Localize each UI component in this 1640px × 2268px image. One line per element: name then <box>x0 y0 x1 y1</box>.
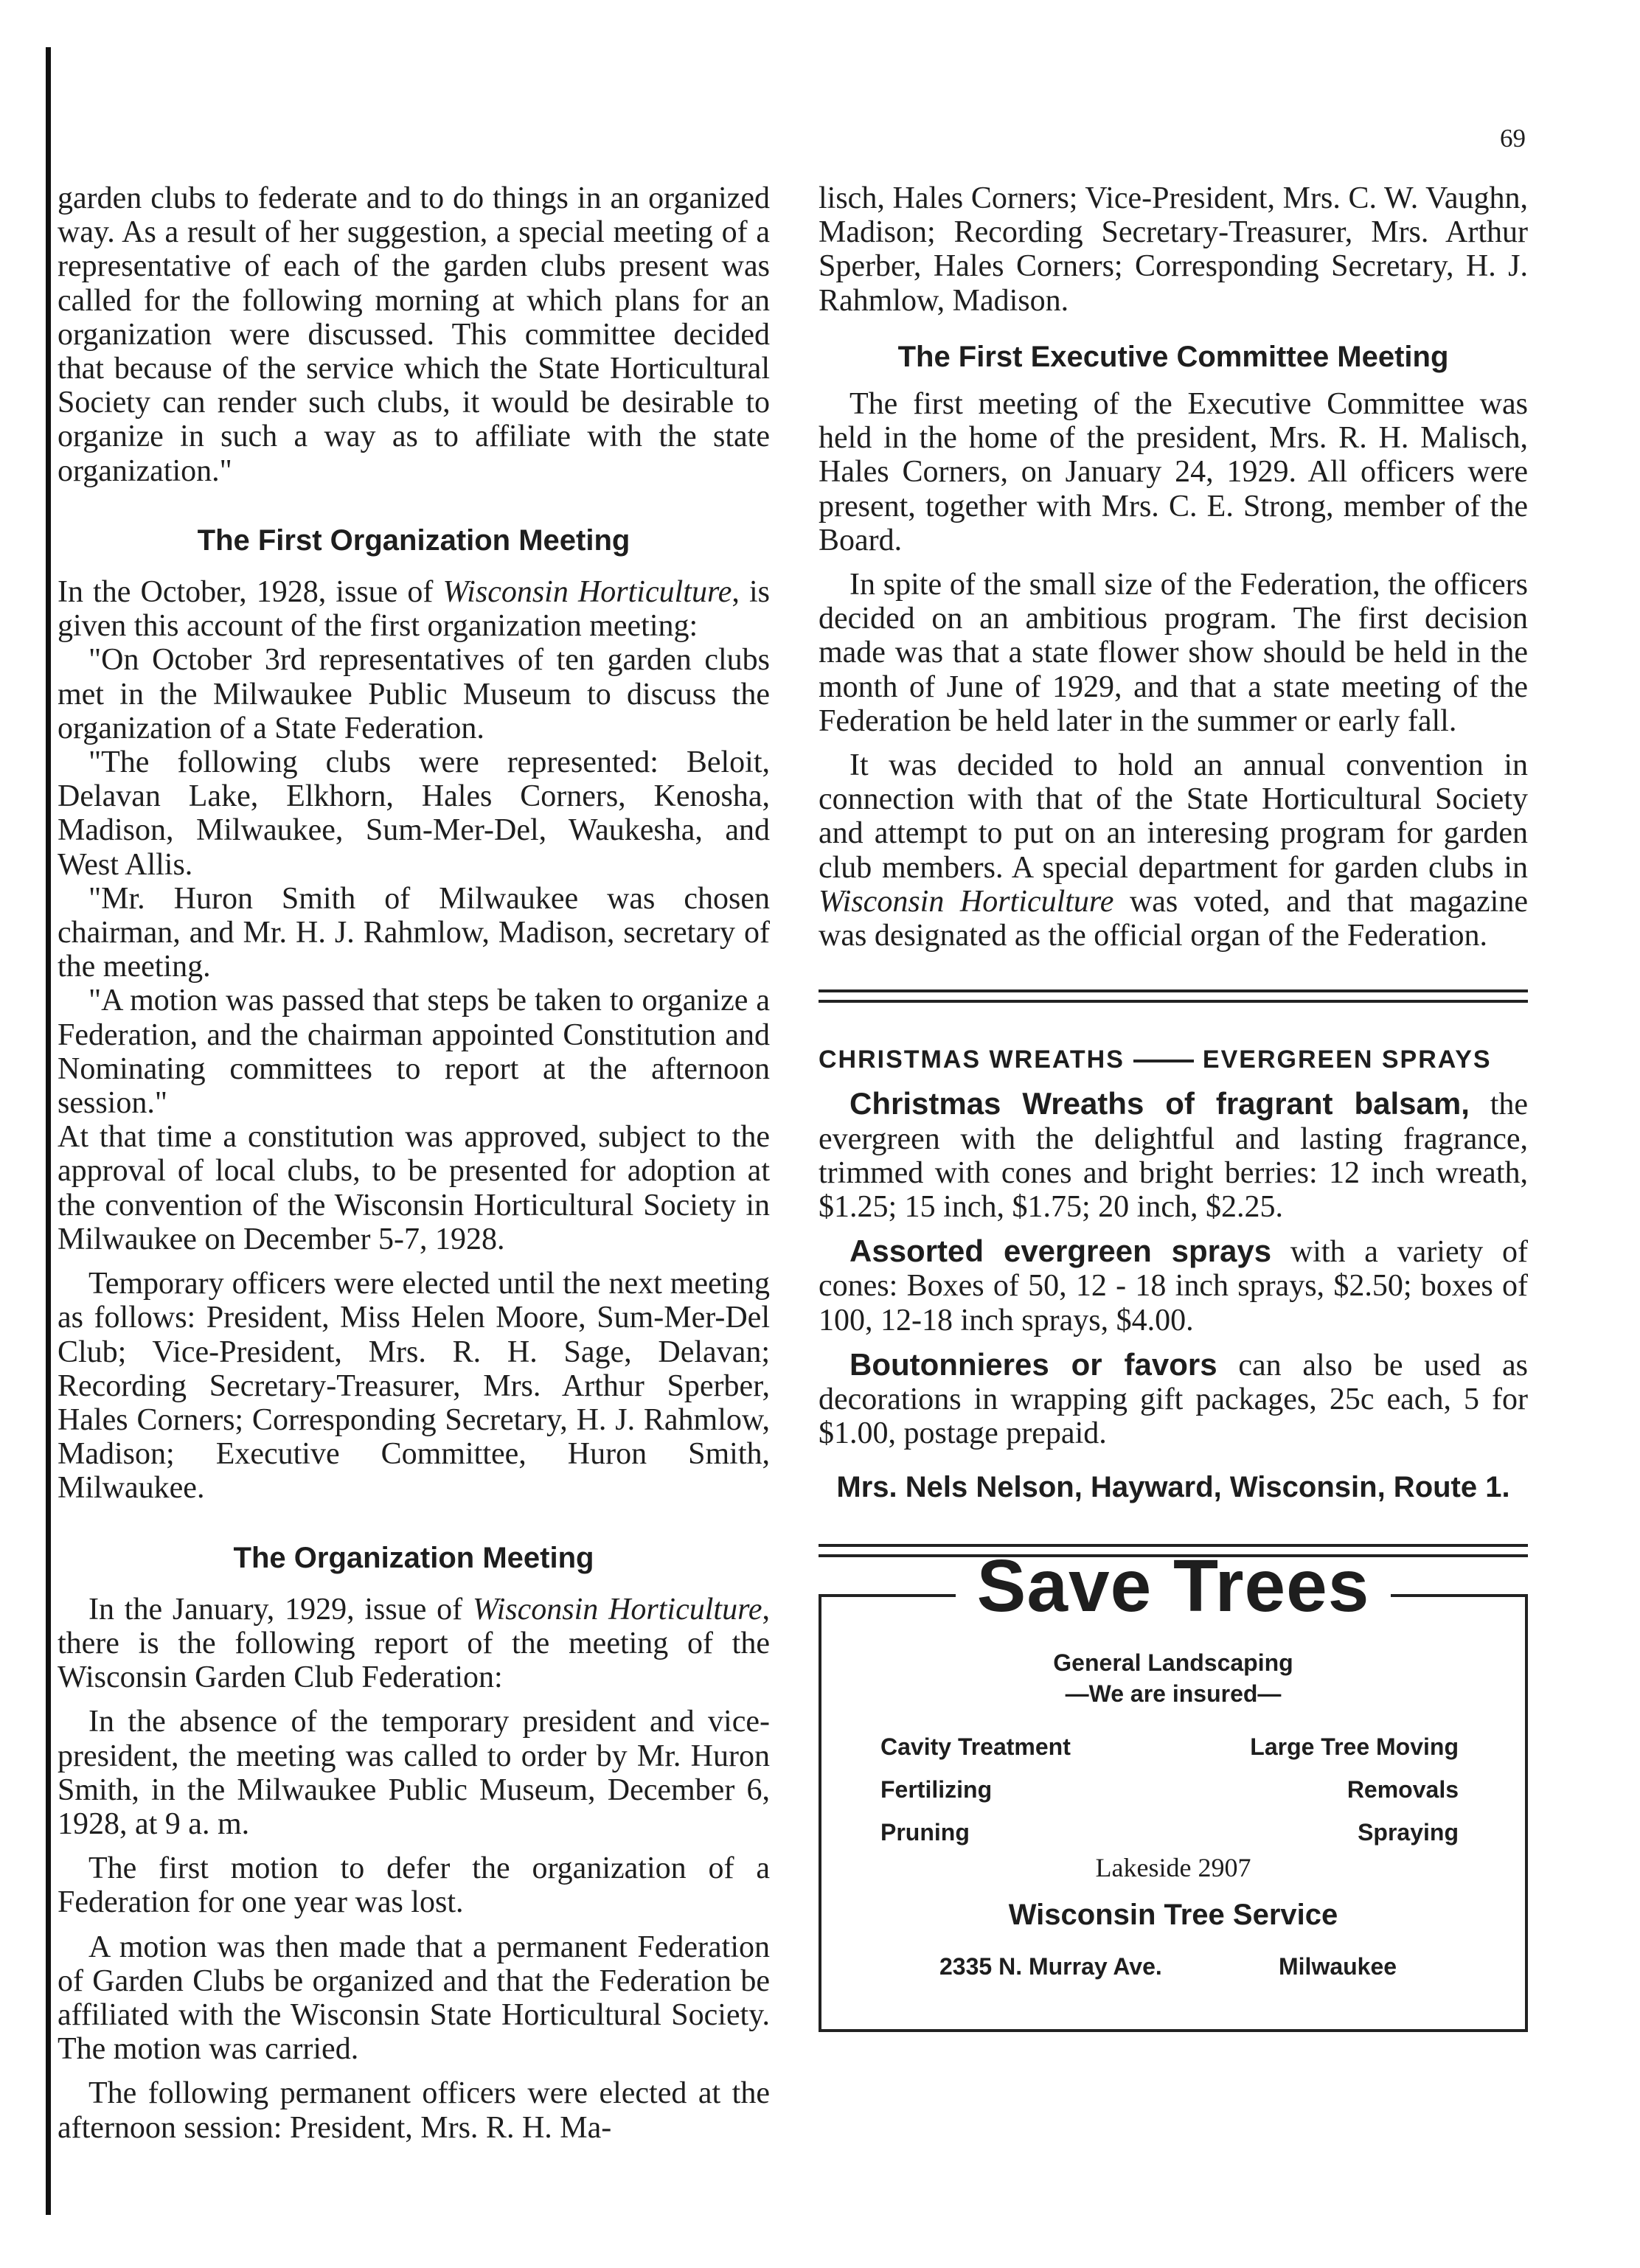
quote-paragraph: "Mr. Huron Smith of Milwaukee was chosen chairman, and Mr. H. J. Rahmlow, Madison, secretary of the meeting. <box>58 881 770 984</box>
ad-headline: Save Trees <box>976 1544 1370 1627</box>
ad-title: CHRISTMAS WREATHS EVERGREEN SPRAYS <box>819 1046 1492 1074</box>
paragraph: At that time a constitution was approved, subject to the approval of local clubs, to be presented for adoption at the convention of the Wisconsin Horticultural Society in Milwaukee on December 5-7, 1928. <box>58 1120 770 1256</box>
paragraph: A motion was then made that a permanent Federation of Garden Clubs be organized and that the Federation be affiliated with the Wisconsin State Horticultural Society. The motion was carried. <box>58 1930 770 2067</box>
quote-paragraph: "The following clubs were represented: Beloit, Delavan Lake, Elkhorn, Hales Corners, Kenosha, Madison, Milwaukee, Sum-Mer-Del, Waukesha, and West Allis. <box>58 745 770 882</box>
wreath-advertisement <box>819 1043 1528 1503</box>
section-heading: The First Organization Meeting <box>197 523 630 557</box>
paragraph: The first motion to defer the organization of a Federation for one year was lost. <box>58 1851 770 1920</box>
paragraph: In the January, 1929, issue of Wisconsin Horticulture, there is the following report of the meeting of the Wisconsin Garden Club Federation: <box>58 1592 771 1695</box>
publication-title: Wisconsin Horticulture <box>819 884 1114 919</box>
ad-phone: Lakeside 2907 <box>1095 1852 1251 1882</box>
service-fertilizing: Fertilizing <box>880 1775 993 1803</box>
service-moving: Large Tree Moving <box>1250 1733 1459 1760</box>
ad-insured: —We are insured— <box>1065 1680 1282 1707</box>
paragraph: Temporary officers were elected until the next meeting as follows: President, Miss Helen Moore, Sum-Mer-Del Club; Vice-President, Mrs. R. H. Sage, Delavan; Recording Secretary-Treasurer, Mrs. Arthur Sperber, Hales Corners; Corresponding Secretary, H. J. Rahmlow, Madison; Executive Committee, Huron Smith, Milwaukee. <box>58 1267 770 1506</box>
service-spraying: Spraying <box>1358 1818 1459 1846</box>
service-pruning: Pruning <box>880 1818 970 1846</box>
paragraph: The following permanent officers were elected at the afternoon session: President, Mrs. R. H. Ma- <box>58 2076 770 2145</box>
paragraph: garden clubs to federate and to do things in an organized way. As a result of her suggestion, a special meeting of a representative of each of the garden clubs present was called for the following morning at which plans for an organization were discussed. This committee decided that because of the service which the State Horticultural Society can render such clubs, it would be desirable to organize in such a way as to affiliate with the state organization." <box>58 181 770 488</box>
ad-address: 2335 N. Murray Ave. <box>939 1952 1162 1980</box>
paragraph: In spite of the small size of the Federation, the officers decided on an ambitious program. The first decision made was that a state flower show should be held in the month of June of 1929, and that a state meeting of the Federation be held later in the summer or early fall. <box>819 568 1528 738</box>
right-column <box>819 181 1528 2032</box>
margin-rule <box>46 47 51 2215</box>
quote-paragraph: "On October 3rd representatives of ten garden clubs met in the Milwaukee Public Museum to discuss the organization of a State Federation. <box>58 643 770 745</box>
quote-paragraph: "A motion was passed that steps be taken to organize a Federation, and the chairman appointed Constitution and Nominating committees to report at the afternoon session." <box>58 984 770 1121</box>
ad-city: Milwaukee <box>1279 1952 1397 1980</box>
ad-signature: Mrs. Nels Nelson, Hayward, Wisconsin, Route 1. <box>836 1470 1510 1503</box>
section-heading: The First Executive Committee Meeting <box>897 340 1449 373</box>
service-removals: Removals <box>1347 1775 1459 1803</box>
paragraph: In the absence of the temporary president and vice-president, the meeting was called to order by Mr. Huron Smith, in the Milwaukee Public Museum, December 6, 1928, at 9 a. m. <box>58 1705 770 1841</box>
paragraph: The first meeting of the Executive Committee was held in the home of the president, Mrs. R. H. Malisch, Hales Corners, on January 24, 1929. All officers were present, together with Mrs. C. E. Strong, member of the Board. <box>819 387 1528 557</box>
section-heading: The Organization Meeting <box>233 1541 594 1574</box>
page-number: 69 <box>1500 124 1526 153</box>
tree-service-advertisement <box>819 1544 1528 2032</box>
service-cavity: Cavity Treatment <box>880 1733 1071 1760</box>
title-dash <box>1133 1060 1194 1062</box>
ad-item: Christmas Wreaths of fragrant balsam, the evergreen with the delightful and lasting fragrance, trimmed with cones and bright berries: 12 inch wreath, $1.25; 15 inch, $1.75; 20 inch, $2.25. <box>819 1086 1528 1225</box>
ad-subtitle: General Landscaping <box>1053 1649 1293 1676</box>
publication-title: Wisconsin Horticulture <box>442 575 732 610</box>
paragraph: In the October, 1928, issue of Wisconsin Horticulture, is given this account of the first organization meeting: <box>58 575 771 644</box>
paragraph: lisch, Hales Corners; Vice-President, Mrs. C. W. Vaughn, Madison; Recording Secretary-Treasurer, Mrs. Arthur Sperber, Hales Corners; Corresponding Secretary, H. J. Rahmlow, Madison. <box>819 181 1528 318</box>
paragraph: It was decided to hold an annual convention in connection with that of the State Horticultural Society and attempt to put on an interesing program for garden club members. A special department for garden clubs in Wisconsin Horticulture was voted, and that magazine was designated as the official organ of the Federation. <box>819 748 1528 953</box>
ad-company: Wisconsin Tree Service <box>1008 1898 1338 1931</box>
ad-item: Boutonnieres or favors can also be used as decorations in wrapping gift packages, 25c each, 5 for $1.00, postage prepaid. <box>819 1346 1528 1451</box>
left-column <box>58 181 770 2145</box>
publication-title: Wisconsin Horticulture <box>472 1592 762 1627</box>
double-rule <box>819 989 1528 1003</box>
ad-item: Assorted evergreen sprays with a variety of cones: Boxes of 50, 12 - 18 inch sprays, $2.50; boxes of 100, 12-18 inch sprays, $4.00. <box>819 1234 1528 1338</box>
